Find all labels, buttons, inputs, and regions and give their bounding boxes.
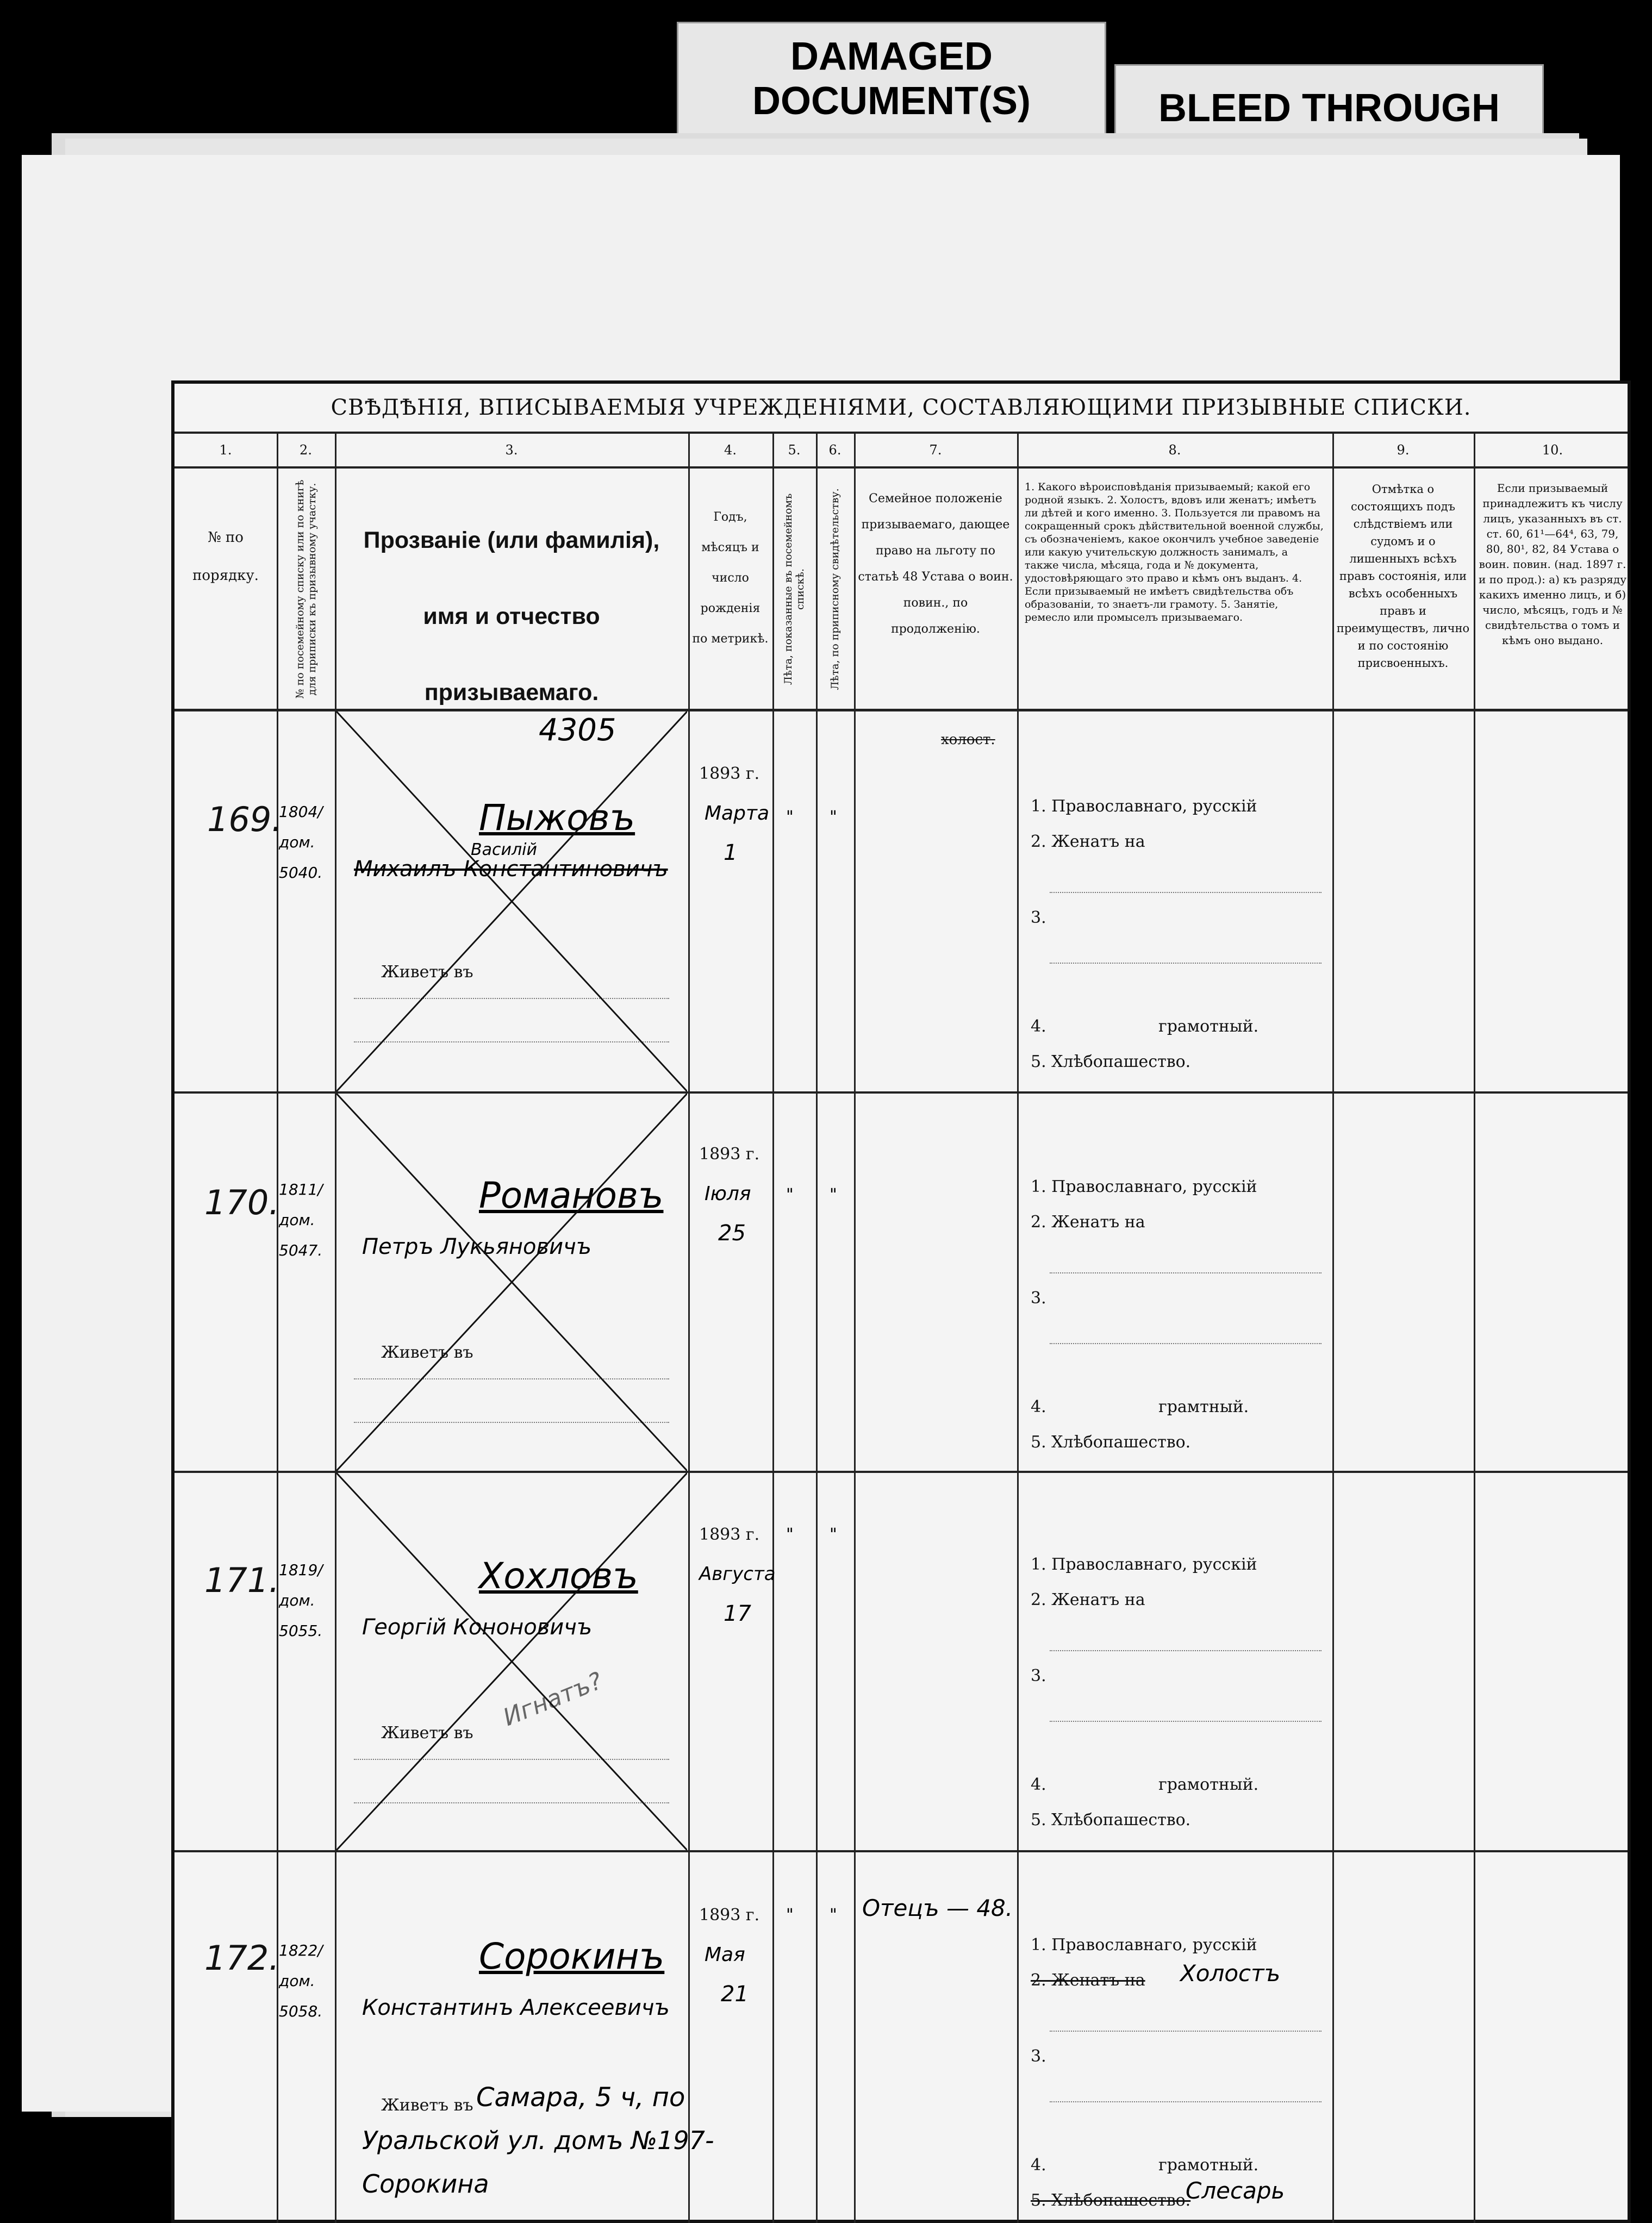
- col-num-5: 5.: [788, 442, 801, 458]
- literacy-line: грамтный.: [1158, 1397, 1249, 1416]
- birth-month: Августа: [699, 1563, 776, 1585]
- pencil-note: Игнатъ?: [499, 1666, 607, 1732]
- married-line: 2. Женатъ на: [1031, 1213, 1145, 1232]
- col-num-1: 1.: [219, 442, 232, 458]
- birth-year: 1893 г.: [699, 1906, 760, 1925]
- header-birth: Годъ, мѣсяцъ и число рожденія по метрикѣ.: [692, 510, 769, 646]
- surname: Хохловъ: [479, 1555, 638, 1597]
- row-number: 171.: [204, 1560, 280, 1600]
- rule: [174, 466, 1628, 469]
- birth-day: 17: [724, 1601, 751, 1626]
- married-line: 2. Женатъ на: [1031, 1971, 1145, 1990]
- family-list-ref: 1822/дом. 5058.: [279, 1941, 323, 2020]
- religion-line: 1. Православнаго, русскій: [1031, 1935, 1257, 1955]
- literacy-line-num: 4.: [1031, 2156, 1046, 2175]
- family-status-note: Отецъ — 48.: [862, 1895, 1013, 1921]
- header-name: Прозваніе (или фамилія), имя и отчество призываемаго.: [363, 527, 660, 705]
- birth-month: Іюля: [705, 1183, 751, 1205]
- address-line-2: Уральской ул. домъ №197-: [362, 2126, 714, 2155]
- header-age-cert: Лѣта, по приписному свидѣтельству.: [829, 488, 841, 690]
- header-details: 1. Какого вѣроисповѣданія призываемый; какой его родной языкъ. 2. Холостъ, вдовъ или женатъ; имѣетъ ли дѣтей и кого именно. 3. Пользуется ли правомъ на сокращенный срокъ дѣйствительной военной службы, съ обозначеніемъ, какое окончилъ учебное заведеніе или какую учительскую должность занималъ, а также числа, мѣсяца, года и № документа, удостовѣряющаго это право и кѣмъ онъ выданъ. 4. Если призываемый не имѣетъ свидѣтельства объ образованіи, то знаетъ-ли грамоту. 5. Занятіе, ремесло или промыселъ призываемаго.: [1025, 481, 1324, 623]
- privilege-line: 3.: [1031, 908, 1046, 927]
- row-number: 172.: [204, 1938, 280, 1978]
- lives-in-label: Живетъ въ: [381, 2096, 473, 2115]
- register-page: [22, 155, 1626, 2210]
- religion-line: 1. Православнаго, русскій: [1031, 1177, 1257, 1196]
- damaged-document-tab: [677, 22, 1106, 152]
- bleed-tab-label: BLEED THROUGH: [1158, 86, 1500, 130]
- age-cert: ": [830, 1906, 837, 1925]
- age-cert: ": [830, 808, 837, 827]
- row-number: 170.: [204, 1183, 280, 1222]
- dotted-line: [1050, 963, 1321, 964]
- dotted-line: [1050, 892, 1321, 893]
- privilege-line: 3.: [1031, 2047, 1046, 2066]
- literacy-line-num: 4.: [1031, 1017, 1046, 1036]
- dotted-line: [1050, 1343, 1321, 1344]
- dotted-line: [1050, 1650, 1321, 1651]
- given-name-correction: Василій: [471, 840, 537, 859]
- cancel-cross-mark: [336, 1094, 687, 1471]
- religion-line: 1. Православнаго, русскій: [1031, 1555, 1257, 1574]
- register-table: [171, 380, 1631, 2223]
- cancel-cross-mark: [336, 1473, 687, 1850]
- occupation-line: 5. Хлѣбопашество.: [1031, 1052, 1191, 1071]
- scribble-number: 4305: [539, 713, 616, 748]
- literacy-line-num: 4.: [1031, 1397, 1046, 1416]
- birth-year: 1893 г.: [699, 764, 760, 783]
- birth-month: Марта: [705, 802, 770, 825]
- age-list: ": [786, 1185, 794, 1204]
- table-title: СВѢДѢНІЯ, ВПИСЫВАЕМЫЯ УЧРЕЖДЕНІЯМИ, СОСТАВЛЯЮЩИМИ ПРИЗЫВНЫЕ СПИСКИ.: [331, 395, 1472, 420]
- literacy-line: грамотный.: [1158, 2156, 1259, 2175]
- lives-in-label: Живетъ въ: [381, 963, 473, 982]
- given-name: Георгій Кононовичъ: [362, 1615, 593, 1640]
- col-num-6: 6.: [828, 442, 841, 458]
- cancel-cross-mark: [336, 711, 687, 1091]
- age-list: ": [786, 1906, 794, 1925]
- family-list-ref: 1811/дом. 5047.: [279, 1181, 323, 1259]
- married-line: 2. Женатъ на: [1031, 832, 1145, 851]
- col-num-10: 10.: [1542, 442, 1563, 458]
- address-line-1: Самара, 5 ч, по: [476, 2082, 685, 2113]
- family-list-ref: 1804/дом. 5040.: [279, 803, 323, 882]
- header-category: Если призываемый принадлежитъ къ числу лицъ, указанныхъ въ ст. ст. 60, 61¹—64⁴, 63, 79, 80, 80¹, 82, 84 Устава о воин. повин. (над. 1897 г. и по прод.): а) къ разряду какихъ именно лицъ, и б) число, мѣсяцъ, годъ и № свидѣтельства о томъ и кѣмъ оно выдано.: [1479, 482, 1626, 647]
- occupation-note: Слесарь: [1186, 2177, 1285, 2204]
- family-list-ref: 1819/дом. 5055.: [279, 1561, 323, 1640]
- privilege-line: 3.: [1031, 1289, 1046, 1308]
- surname: Сорокинъ: [479, 1935, 665, 1977]
- literacy-line: грамотный.: [1158, 1017, 1259, 1036]
- married-line: 2. Женатъ на: [1031, 1590, 1145, 1609]
- married-note: Холостъ: [1180, 1960, 1281, 1987]
- header-no: № по порядку.: [192, 529, 259, 584]
- col-num-2: 2.: [300, 442, 312, 458]
- col-num-9: 9.: [1397, 442, 1410, 458]
- age-list: ": [786, 808, 794, 827]
- age-cert: ": [830, 1525, 837, 1544]
- age-cert: ": [830, 1185, 837, 1204]
- dotted-line: [1050, 1721, 1321, 1722]
- lives-in-label: Живетъ въ: [381, 1343, 473, 1362]
- occupation-line: 5. Хлѣбопашество.: [1031, 1433, 1191, 1452]
- surname: Романовъ: [479, 1175, 664, 1216]
- rule: [174, 1850, 1628, 1852]
- given-name: Константинъ Алексеевичъ: [362, 1995, 670, 2020]
- privilege-line: 3.: [1031, 1666, 1046, 1685]
- dotted-line: [1050, 1272, 1321, 1273]
- header-court: Отмѣтка о состоящихъ подъ слѣдствіемъ или судомъ и о лишенныхъ всѣхъ правъ состоянія, или всѣхъ особенныхъ правъ и преимуществъ, лично и по состоянію присвоенныхъ.: [1336, 483, 1470, 670]
- address-line-3: Сорокина: [362, 2169, 489, 2199]
- dotted-line: [1050, 2031, 1321, 2032]
- occupation-line: 5. Хлѣбопашество.: [1031, 1810, 1191, 1829]
- occupation-line: 5. Хлѣбопашество.: [1031, 2191, 1191, 2210]
- lives-in-label: Живетъ въ: [381, 1724, 473, 1743]
- header-family-list: № по посемейному списку или по книгѣ для приписки къ призывному участку.: [294, 479, 318, 699]
- birth-year: 1893 г.: [699, 1145, 760, 1164]
- given-name: Петръ Лукьяновичъ: [362, 1234, 591, 1259]
- dotted-line: [1050, 2101, 1321, 2102]
- literacy-line-num: 4.: [1031, 1775, 1046, 1794]
- given-name: Михаилъ Константиновичъ: [354, 857, 668, 882]
- col-num-3: 3.: [505, 442, 518, 458]
- literacy-line: грамотный.: [1158, 1775, 1259, 1794]
- surname: Пыжовъ: [479, 797, 635, 839]
- birth-month: Мая: [705, 1944, 745, 1966]
- birth-year: 1893 г.: [699, 1525, 760, 1544]
- birth-day: 25: [718, 1221, 746, 1246]
- religion-line: 1. Православнаго, русскій: [1031, 797, 1257, 816]
- col-num-8: 8.: [1168, 442, 1181, 458]
- header-age-list: Лѣта, показанные въ посемейномъ спискѣ.: [782, 493, 806, 685]
- col-num-7: 7.: [929, 442, 942, 458]
- birth-day: 21: [721, 1982, 749, 2007]
- birth-day: 1: [724, 840, 738, 865]
- row-number: 169.: [207, 800, 283, 839]
- family-status-note: холост.: [941, 732, 995, 748]
- header-family: Семейное положеніе призываемаго, дающее право на льготу по статьѣ 48 Устава о воин. повин., по продолженію.: [858, 492, 1013, 636]
- col-num-4: 4.: [724, 442, 737, 458]
- damaged-tab-label: DAMAGED DOCUMENT(S): [752, 35, 1031, 123]
- age-list: ": [786, 1525, 794, 1544]
